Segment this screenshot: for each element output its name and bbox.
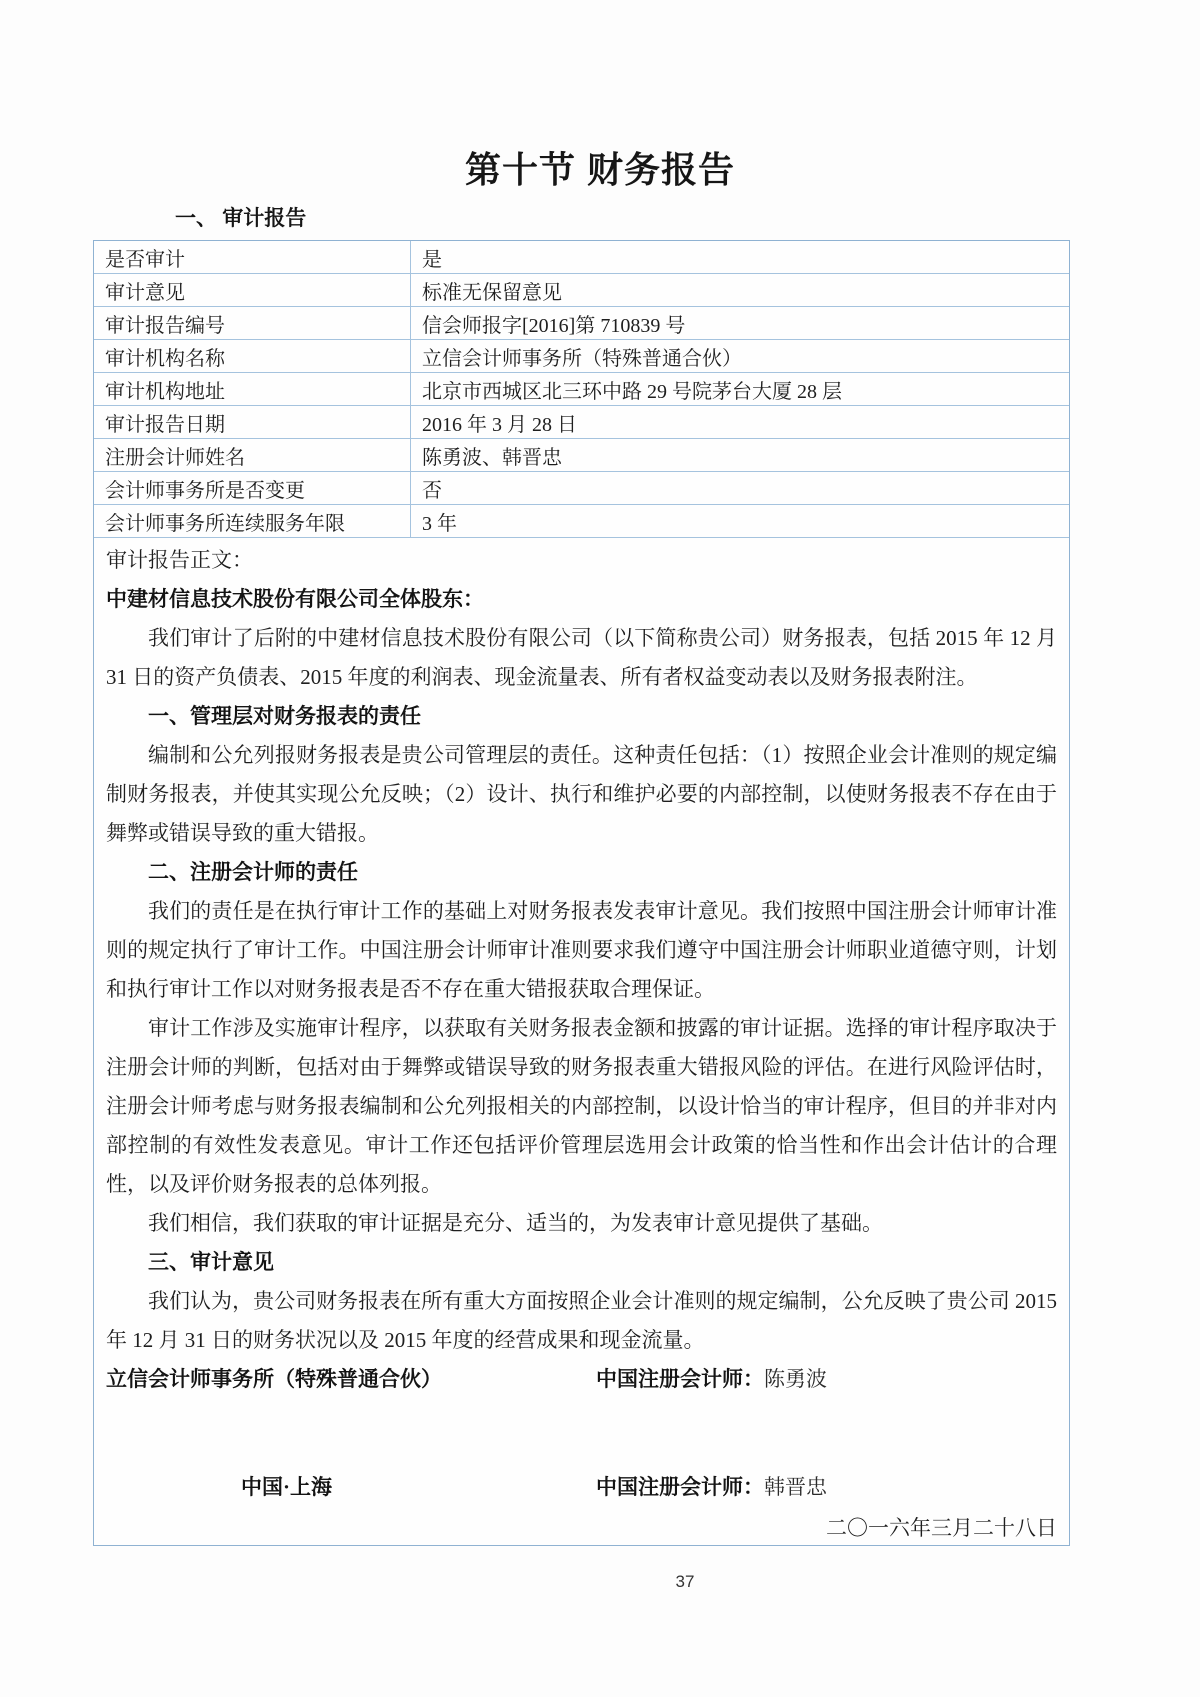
report-subheading-management-responsibility: 一、管理层对财务报表的责任 — [148, 704, 421, 728]
row-value: 信会师报字[2016]第 710839 号 — [411, 307, 1070, 340]
row-label: 审计报告编号 — [94, 307, 411, 340]
signature-row-location — [106, 1468, 1057, 1507]
report-addressee: 中建材信息技术股份有限公司全体股东： — [106, 587, 484, 611]
table-row — [94, 274, 1069, 307]
report-paragraph: 审计工作涉及实施审计程序，以获取有关财务报表金额和披露的审计证据。选择的审计程序取决于注册会计师的判断，包括对由于舞弊或错误导致的财务报表重大错报风险的评估。在进行风险评估时，注册会计师考虑与财务报表编制和公允列报相关的内部控制，以设计恰当的审计程序，但目的并非对内部控制的有效性发表意见。审计工作还包括评价管理层选用会计政策的恰当性和作出会计估计的合理性，以及评价财务报表的总体列报。 — [106, 1016, 1057, 1196]
row-label: 注册会计师姓名 — [94, 439, 411, 472]
table-row — [94, 472, 1069, 505]
table-row — [94, 307, 1069, 340]
report-paragraph: 我们的责任是在执行审计工作的基础上对财务报表发表审计意见。我们按照中国注册会计师审计准则的规定执行了审计工作。中国注册会计师审计准则要求我们遵守中国注册会计师职业道德守则，计划和执行审计工作以对财务报表是否不存在重大错报获取合理保证。 — [106, 899, 1057, 1001]
section-heading-audit-report: 一、 审计报告 — [175, 206, 307, 230]
table-row — [94, 505, 1069, 538]
row-label: 会计师事务所连续服务年限 — [94, 505, 411, 538]
row-label: 审计机构名称 — [94, 340, 411, 373]
signature-cpa-1 — [596, 1360, 827, 1399]
page-title: 第十节 财务报告 — [464, 149, 735, 190]
cpa-name: 韩晋忠 — [764, 1475, 827, 1499]
cpa-label: 中国注册会计师： — [596, 1367, 764, 1391]
audit-info-table — [94, 241, 1069, 538]
row-label: 审计报告日期 — [94, 406, 411, 439]
row-value: 是 — [411, 241, 1070, 274]
audit-report-body — [94, 538, 1069, 1545]
row-label: 审计机构地址 — [94, 373, 411, 406]
row-value: 否 — [411, 472, 1070, 505]
signature-location: 中国·上海 — [241, 1475, 333, 1499]
audit-report-box — [93, 240, 1070, 1546]
signature-row-firm — [106, 1360, 1057, 1399]
table-row — [94, 439, 1069, 472]
table-row — [94, 340, 1069, 373]
row-value: 3 年 — [411, 505, 1070, 538]
row-label: 审计意见 — [94, 274, 411, 307]
report-subheading-audit-opinion: 三、审计意见 — [148, 1250, 274, 1274]
signature-firm-name: 立信会计师事务所（特殊普通合伙） — [106, 1367, 442, 1391]
page-number: 37 — [675, 1572, 695, 1591]
table-row — [94, 406, 1069, 439]
report-paragraph: 编制和公允列报财务报表是贵公司管理层的责任。这种责任包括：（1）按照企业会计准则的规定编制财务报表，并使其实现公允反映；（2）设计、执行和维护必要的内部控制，以使财务报表不存在由于舞弊或错误导致的重大错报。 — [106, 743, 1057, 845]
signature-cpa-2 — [596, 1468, 827, 1507]
row-value: 2016 年 3 月 28 日 — [411, 406, 1070, 439]
report-intro-label: 审计报告正文： — [106, 548, 253, 572]
cpa-name: 陈勇波 — [764, 1367, 827, 1391]
row-label: 是否审计 — [94, 241, 411, 274]
table-row — [94, 373, 1069, 406]
report-subheading-cpa-responsibility: 二、注册会计师的责任 — [148, 860, 358, 884]
table-row — [94, 241, 1069, 274]
row-label: 会计师事务所是否变更 — [94, 472, 411, 505]
row-value: 陈勇波、韩晋忠 — [411, 439, 1070, 472]
row-value: 立信会计师事务所（特殊普通合伙） — [411, 340, 1070, 373]
row-value: 北京市西城区北三环中路 29 号院茅台大厦 28 层 — [411, 373, 1070, 406]
report-paragraph: 我们认为，贵公司财务报表在所有重大方面按照企业会计准则的规定编制，公允反映了贵公司 2015 年 12 月 31 日的财务状况以及 2015 年度的经营成果和现金流量。 — [106, 1289, 1057, 1352]
report-paragraph: 我们审计了后附的中建材信息技术股份有限公司（以下简称贵公司）财务报表，包括 2015 年 12 月 31 日的资产负债表、2015 年度的利润表、现金流量表、所有者权益变动表以及财务报表附注。 — [106, 626, 1057, 689]
row-value: 标准无保留意见 — [411, 274, 1070, 307]
cpa-label: 中国注册会计师： — [596, 1475, 764, 1499]
signature-date: 二〇一六年三月二十八日 — [826, 1516, 1057, 1540]
report-paragraph: 我们相信，我们获取的审计证据是充分、适当的，为发表审计意见提供了基础。 — [148, 1211, 883, 1235]
